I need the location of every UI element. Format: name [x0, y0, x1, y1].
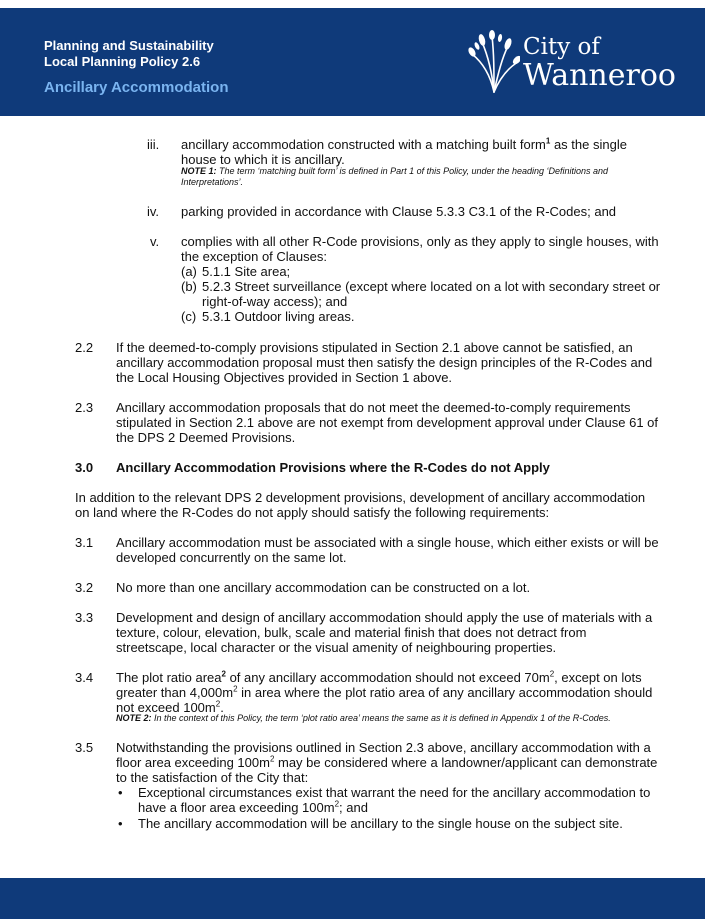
logo-city-text: City of [523, 34, 600, 60]
section-3-1-line2: developed concurrently on the same lot. [116, 550, 347, 565]
section-3-5-number: 3.5 [75, 740, 94, 755]
section-2-2-line2: ancillary accommodation proposal must then satisfy the design principles of the R-Codes and [116, 355, 653, 370]
policy-number: Local Planning Policy 2.6 [44, 54, 201, 69]
logo-name-text: Wanneroo [523, 58, 676, 93]
section-3-5-line2: floor area exceeding $100m^2$ may be considered where a landowner/applicant can demonstrate [116, 754, 658, 770]
note-1-line1: NOTE 1: The term ‘matching built form’ is defined in Part 1 of this Policy, under the heading ‘Definitions and [181, 166, 609, 176]
item-iii-marker: iii. [147, 137, 160, 152]
bullet-1-line2: have a floor area exceeding $100m^2$; and [138, 799, 368, 815]
section-3-3-line2: texture, colour, elevation, bulk, scale and material finish that does not detract from [116, 625, 587, 640]
section-2-3-line3: the DPS 2 Deemed Provisions. [116, 430, 296, 445]
department-name: Planning and Sustainability [44, 38, 214, 53]
sub-b-marker: (b) [181, 279, 197, 294]
section-3-1-line1: Ancillary accommodation must be associated with a single house, which either exists or will be [116, 535, 659, 550]
section-3-intro-line2: on land where the R-Codes do not apply should satisfy the following requirements: [75, 505, 550, 520]
item-iii-line2: house to which it is ancillary. [181, 152, 345, 167]
section-3-5-line1: Notwithstanding the provisions outlined in Section 2.3 above, ancillary accommodation with a [116, 740, 651, 755]
section-3-4-line2: greater than $4,000m^2$ in area where the plot ratio area of any ancillary accommodation should [116, 684, 653, 700]
item-iv-marker: iv. [147, 204, 160, 219]
section-3-heading: Ancillary Accommodation Provisions where the R-Codes do not Apply [116, 460, 550, 475]
section-3-1-number: 3.1 [75, 535, 94, 550]
bullet-2-text: The ancillary accommodation will be ancillary to the single house on the subject site. [138, 816, 623, 831]
note-1-line2: Interpretations’. [181, 177, 244, 187]
policy-title: Ancillary Accommodation [44, 79, 229, 96]
section-2-2-line3: the Local Housing Objectives provided in Section 1 above. [116, 370, 453, 385]
sub-a-text: 5.1.1 Site area; [202, 264, 291, 279]
section-3-3-line1: Development and design of ancillary accommodation should apply the use of materials with a [116, 610, 653, 625]
item-iv-text: parking provided in accordance with Clause 5.3.3 C3.1 of the R-Codes; and [181, 204, 617, 219]
section-3-2-text: No more than one ancillary accommodation can be constructed on a lot. [116, 580, 531, 595]
section-2-2-line1: If the deemed-to-comply provisions stipulated in Section 2.1 above cannot be satisfied, an [116, 340, 633, 355]
section-3-4-number: 3.4 [75, 670, 94, 685]
section-3-3-line3: streetscape, local character or the visual amenity of neighbouring properties. [116, 640, 557, 655]
note-2: NOTE 2: In the context of this Policy, the term ‘plot ratio area’ means the same as it is defined in Appendix 1 of the R-Codes. [116, 713, 611, 723]
sub-c-marker: (c) [181, 309, 197, 324]
item-v-line1: complies with all other R-Code provisions, only as they apply to single houses, with [181, 234, 659, 249]
sub-b-line1: 5.2.3 Street surveillance (except where located on a lot with secondary street or [202, 279, 661, 294]
sub-c-text: 5.3.1 Outdoor living areas. [202, 309, 355, 324]
plant-logo-icon [468, 30, 520, 94]
item-v-line2: the exception of Clauses: [181, 249, 327, 264]
header-band [0, 8, 705, 116]
section-2-3-line2: stipulated in Section 2.1 above are not exempt from development approval under Clause 61 of [116, 415, 659, 430]
section-3-4-line3: not exceed $100m^2$. [116, 699, 224, 715]
section-3-2-number: 3.2 [75, 580, 94, 595]
item-iii-line1: ancillary accommodation constructed with a matching built form$^1$ as the single [181, 136, 627, 152]
item-v-marker: v. [150, 234, 160, 249]
footer-band [0, 878, 705, 919]
sub-b-line2: right-of-way access); and [202, 294, 348, 309]
section-3-4-line1: The plot ratio area$^2$ of any ancillary accommodation should not exceed $70m^2$, except on lots [116, 669, 642, 685]
section-3-3-number: 3.3 [75, 610, 94, 625]
section-3-intro-line1: In addition to the relevant DPS 2 development provisions, development of ancillary accommodation [75, 490, 646, 505]
sub-a-marker: (a) [181, 264, 197, 279]
section-2-3-line1: Ancillary accommodation proposals that do not meet the deemed-to-comply requirements [116, 400, 631, 415]
bullet-1-icon: • [118, 785, 123, 800]
section-2-3-number: 2.3 [75, 400, 94, 415]
section-3-5-line3: to the satisfaction of the City that: [116, 770, 309, 785]
section-2-2-number: 2.2 [75, 340, 94, 355]
bullet-2-icon: • [118, 816, 123, 831]
city-logo [468, 30, 678, 110]
bullet-1-line1: Exceptional circumstances exist that warrant the need for the ancillary accommodation to [138, 785, 651, 800]
section-3-number: 3.0 [75, 460, 94, 475]
